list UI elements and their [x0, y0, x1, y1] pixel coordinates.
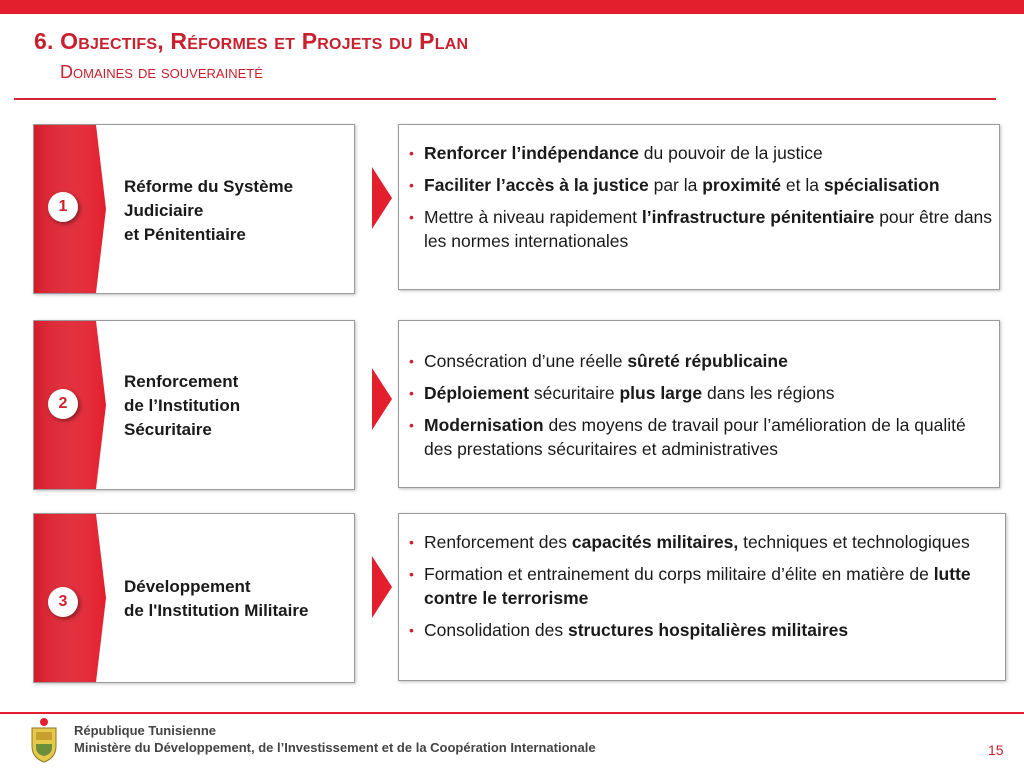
objectives-panel-1: [398, 124, 1000, 290]
bullet-dot-icon: •: [409, 622, 414, 638]
objective-text: sécuritaire: [529, 383, 620, 403]
page-title: 6. Objectifs, Réformes et Projets du Plan: [34, 28, 469, 54]
objective-emphasis: Renforcer l’indépendance: [424, 143, 639, 163]
bullet-dot-icon: •: [409, 385, 414, 401]
domain-title-line: et Pénitentiaire: [124, 225, 246, 244]
objective-emphasis: lutte contre le terrorisme: [424, 564, 971, 608]
domain-title: [124, 175, 293, 247]
domain-title: [124, 370, 240, 442]
objective-text: du pouvoir de la justice: [638, 143, 823, 163]
coat-of-arms-icon: [24, 716, 64, 764]
objective-emphasis: Déploiement: [424, 383, 530, 403]
objective-text: Consolidation des: [424, 620, 568, 640]
objective-text: et la: [781, 175, 824, 195]
domain-title-line: de l'Institution Militaire: [124, 601, 309, 620]
footer-divider: [0, 712, 1024, 714]
objective-bullet: [409, 349, 993, 373]
objective-bullet: [409, 413, 993, 461]
domain-title-line: de l’Institution: [124, 396, 241, 415]
objective-emphasis: plus large: [619, 383, 703, 403]
chevron-right-icon-shape: [372, 167, 392, 229]
domain-title-line: Judiciaire: [124, 201, 204, 220]
objective-text: des moyens de travail pour l’amélioration de la qualité des prestations sécuritaires et administratives: [424, 415, 966, 459]
objectives-list: [409, 349, 993, 461]
coat-of-arms-icon-shape: [24, 716, 64, 764]
domain-card-3: [33, 513, 355, 683]
objective-text: Consécration d’une réelle: [424, 351, 628, 371]
objectives-panel-3: [398, 513, 1006, 681]
domain-title: [124, 575, 308, 623]
step-number-badge: 2: [48, 389, 78, 419]
objective-emphasis: l’infrastructure pénitentiaire: [641, 207, 875, 227]
domain-title-line: Réforme du Système: [124, 177, 294, 196]
bullet-dot-icon: •: [409, 209, 414, 225]
objective-emphasis: Modernisation: [424, 415, 544, 435]
chevron-right-icon-shape: [372, 556, 392, 618]
objective-bullet: [409, 618, 999, 642]
objective-bullet: [409, 173, 993, 197]
objectives-list: [409, 530, 999, 642]
bullet-dot-icon: •: [409, 566, 414, 582]
objective-text: dans les régions: [702, 383, 835, 403]
chevron-right-icon-shape: [372, 368, 392, 430]
page-subtitle: Domaines de souveraineté: [60, 62, 263, 82]
bullet-dot-icon: •: [409, 417, 414, 433]
page-number: 15: [988, 742, 1004, 758]
domain-title-line: Développement: [124, 577, 251, 596]
chevron-right-icon: [372, 556, 392, 618]
objective-bullet: [409, 141, 993, 165]
footer-ministry: Ministère du Développement, de l’Investissement et de la Coopération Internationale: [74, 740, 596, 755]
objective-text: Formation et entrainement du corps militaire d’élite en matière de: [424, 564, 934, 584]
step-number-badge: 3: [48, 587, 78, 617]
objectives-list: [409, 141, 993, 253]
objective-text: Renforcement des: [424, 532, 572, 552]
objective-emphasis: sûreté républicaine: [627, 351, 788, 371]
objective-emphasis: spécialisation: [823, 175, 940, 195]
top-accent-bar: [0, 0, 1024, 14]
objective-text: par la: [648, 175, 703, 195]
title-divider: [14, 98, 996, 100]
objective-emphasis: proximité: [702, 175, 781, 195]
objective-emphasis: capacités militaires,: [571, 532, 739, 552]
bullet-dot-icon: •: [409, 353, 414, 369]
objective-bullet: [409, 562, 999, 610]
objective-emphasis: Faciliter l’accès à la justice: [424, 175, 649, 195]
bullet-dot-icon: •: [409, 534, 414, 550]
domain-title-line: Renforcement: [124, 372, 239, 391]
chevron-right-icon: [372, 368, 392, 430]
bullet-dot-icon: •: [409, 177, 414, 193]
objectives-panel-2: [398, 320, 1000, 488]
footer-country: République Tunisienne: [74, 723, 217, 738]
bullet-dot-icon: •: [409, 145, 414, 161]
objective-bullet: [409, 530, 999, 554]
objective-text: Mettre à niveau rapidement: [424, 207, 642, 227]
chevron-right-icon: [372, 167, 392, 229]
domain-title-line: Sécuritaire: [124, 420, 212, 439]
objective-text: pour être dans les normes internationales: [424, 207, 993, 251]
domain-card-2: [33, 320, 355, 490]
objective-bullet: [409, 381, 993, 405]
domain-card-1: [33, 124, 355, 294]
objective-emphasis: structures hospitalières militaires: [567, 620, 849, 640]
objective-text: techniques et technologiques: [738, 532, 970, 552]
objective-bullet: [409, 205, 993, 253]
step-number-badge: 1: [48, 192, 78, 222]
